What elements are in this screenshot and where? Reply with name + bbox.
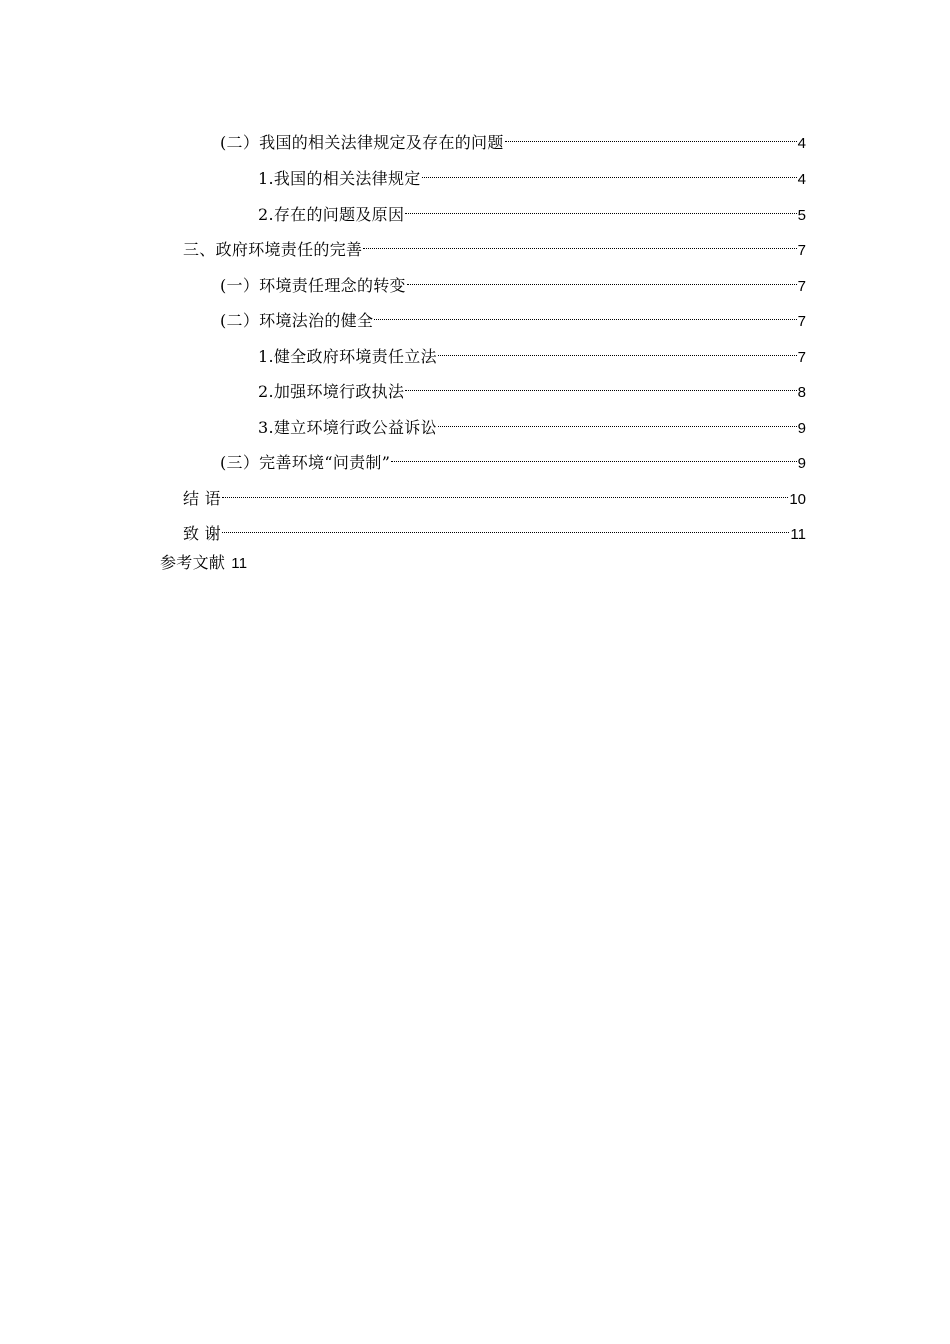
- toc-entry-title: 2.加强环境行政执法: [258, 382, 405, 401]
- toc-page-number: 7: [797, 349, 806, 366]
- toc-entry-title: 1.我国的相关法律规定: [258, 169, 421, 188]
- toc-page-number: 7: [797, 278, 806, 295]
- toc-entry-title: 3.建立环境行政公益诉讼: [258, 418, 437, 437]
- toc-page-number: 4: [797, 171, 806, 188]
- toc-dot-leader: [222, 480, 788, 504]
- toc-dot-leader: [374, 302, 796, 326]
- toc-entry[interactable]: [258, 196, 806, 224]
- toc-entry[interactable]: [258, 373, 806, 401]
- toc-entry-title: (一）环境责任理念的转变: [220, 276, 406, 295]
- toc-page-number: 8: [797, 384, 806, 401]
- toc-page-number: 7: [797, 242, 806, 259]
- toc-page-number: 4: [797, 135, 806, 152]
- toc-entry[interactable]: [258, 160, 806, 188]
- toc-entry-references[interactable]: [160, 551, 247, 576]
- toc-dot-leader: [391, 444, 796, 468]
- toc-entry-title: 1.健全政府环境责任立法: [258, 347, 437, 366]
- toc-entry-title: 2.存在的问题及原因: [258, 205, 405, 224]
- toc-entry-title: (三）完善环境“问责制”: [220, 453, 391, 472]
- toc-entry[interactable]: [220, 302, 806, 330]
- toc-entry[interactable]: [258, 409, 806, 437]
- toc-dot-leader: [405, 373, 796, 397]
- toc-dot-leader: [438, 338, 797, 362]
- toc-dot-leader: [407, 267, 797, 291]
- toc-dot-leader: [405, 196, 796, 220]
- toc-page-number: 9: [797, 455, 806, 472]
- toc-dot-leader: [363, 231, 796, 255]
- toc-entry[interactable]: [220, 444, 806, 472]
- toc-entry-title: 结 语: [183, 489, 221, 508]
- toc-page-number: 11: [231, 555, 248, 572]
- toc-page-number: 5: [797, 207, 806, 224]
- toc-entry[interactable]: [183, 480, 806, 508]
- toc-entry[interactable]: [220, 267, 806, 295]
- toc-entry-title: 致 谢: [183, 524, 221, 543]
- toc-entry-title: (二）环境法治的健全: [220, 311, 374, 330]
- toc-page-number: 10: [789, 491, 806, 508]
- toc-page-number: 11: [790, 526, 806, 543]
- toc-page-number: 7: [797, 313, 806, 330]
- toc-entry-title: 参考文献: [160, 553, 226, 572]
- toc-entry[interactable]: [183, 515, 806, 543]
- toc-dot-leader: [422, 160, 797, 184]
- toc-entry-title: 三、政府环境责任的完善: [183, 240, 363, 259]
- toc-dot-leader: [222, 515, 789, 539]
- toc-page-number: 9: [797, 420, 806, 437]
- toc-entry[interactable]: [258, 338, 806, 366]
- toc-dot-leader: [505, 124, 797, 148]
- toc-entry[interactable]: [183, 231, 806, 259]
- toc-entry[interactable]: [220, 124, 806, 152]
- toc-dot-leader: [438, 409, 797, 433]
- toc-entry-title: (二）我国的相关法律规定及存在的问题: [220, 133, 504, 152]
